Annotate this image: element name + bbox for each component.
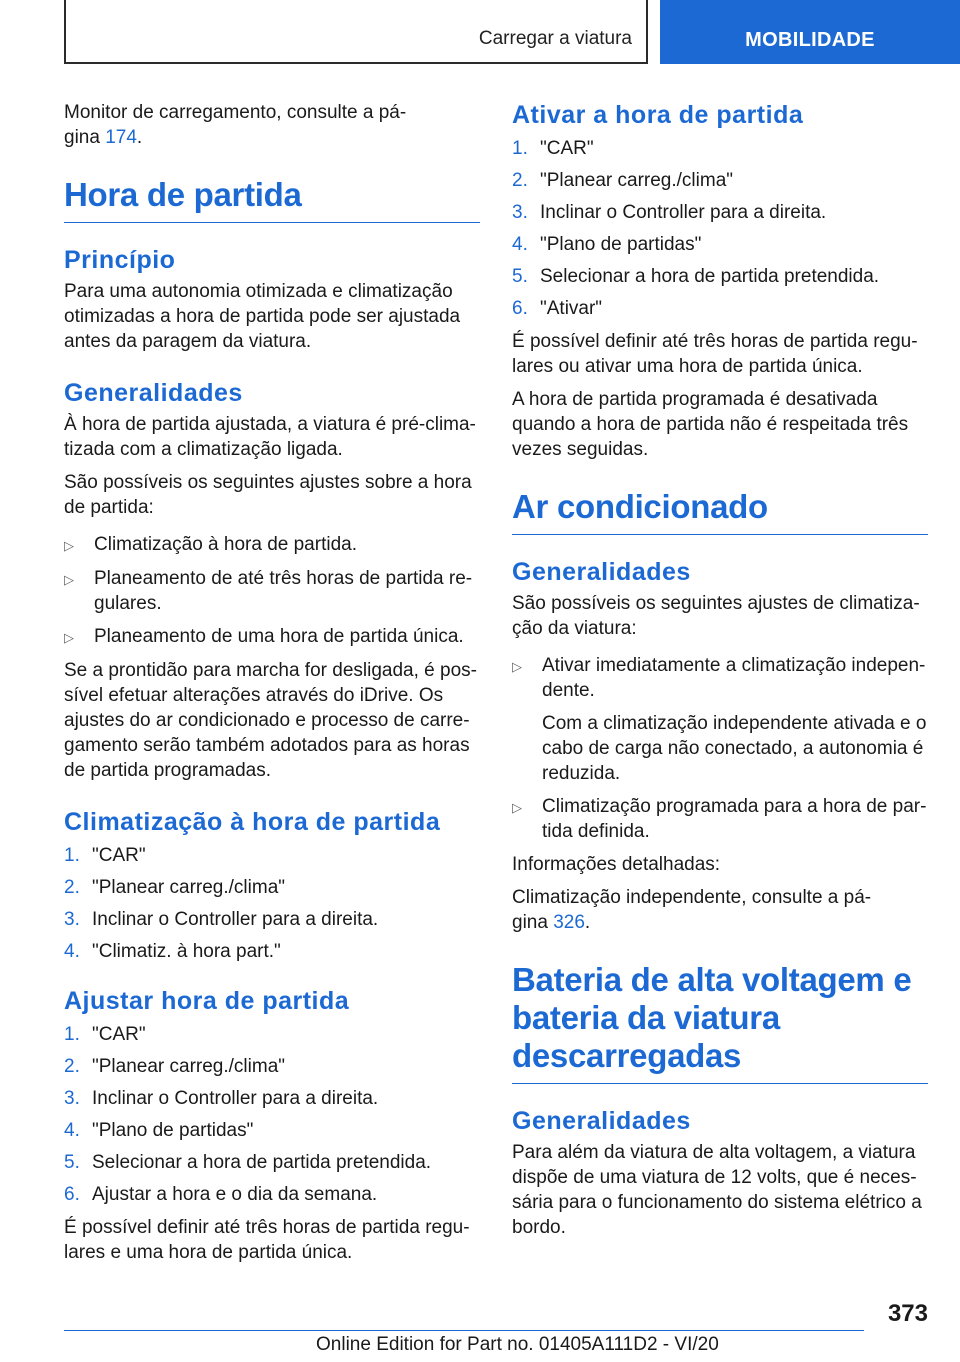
step-item: 3. Inclinar o Controller para a direita. [512, 202, 827, 223]
triangle-bullet-icon: ▷ [64, 630, 74, 645]
heading-principio: Princípio [64, 246, 176, 274]
page-link-174[interactable]: 174 [105, 127, 137, 148]
step-item: 2. "Planear carreg./clima" [64, 1056, 286, 1077]
section-title-hora-partida: Hora de partida [64, 176, 480, 223]
step-item: 1. "CAR" [64, 1024, 146, 1045]
heading-bateria-generalidades: Generalidades [512, 1107, 691, 1135]
heading-ar-generalidades: Generalidades [512, 558, 691, 586]
list-item: ▷ Climatização programada para a hora de par-tida definida. [512, 796, 927, 842]
step-item: 5. Selecionar a hora de partida pretendida. [64, 1152, 432, 1173]
ativar-p1: É possível definir até três horas de partida regu-lares ou ativar uma hora de partida única. [512, 331, 918, 377]
step-item: 4. "Plano de partidas" [512, 234, 702, 255]
page-number: 373 [887, 1300, 928, 1327]
left-column [64, 100, 480, 1273]
principio-text: Para uma autonomia otimizada e climatização otimizadas a hora de partida pode ser ajustada antes da paragem da viatura. [64, 281, 461, 352]
intro-paragraph [64, 100, 424, 150]
step-item: 2. "Planear carreg./clima" [512, 170, 734, 191]
ativar-p2: A hora de partida programada é desativada quando a hora de partida não é respeitada três vezes seguidas. [512, 389, 909, 460]
list-item-note: Com a climatização independente ativada e o cabo de carga não conectado, a autonomia é reduzida. [542, 713, 927, 784]
section-title-bateria: Bateria de alta voltagem e bateria da viatura descarregadas [512, 961, 928, 1084]
page-link-326[interactable]: 326 [553, 912, 585, 933]
step-item: 6. "Ativar" [512, 298, 603, 319]
intro-text: Monitor de carregamento, consulte a pá-gina [64, 102, 407, 148]
header-frame [64, 0, 648, 64]
list-item: ▷ Planeamento de até três horas de partida re-gulares. [64, 568, 473, 614]
heading-generalidades: Generalidades [64, 379, 243, 407]
chapter-tab[interactable]: MOBILIDADE [660, 0, 960, 64]
bateria-p1: Para além da viatura de alta voltagem, a viatura dispõe de uma viatura de 12 volts, que é neces-sária para o funcionamento do sistema elétrico a bordo. [512, 1142, 922, 1238]
generalidades-p2: São possíveis os seguintes ajustes sobre a hora de partida: [64, 472, 472, 518]
list-item: ▷ Planeamento de uma hora de partida única. [64, 624, 480, 650]
step-item: 5. Selecionar a hora de partida pretendida. [512, 266, 880, 287]
step-item: 3. Inclinar o Controller para a direita. [64, 909, 379, 930]
generalidades-p1: À hora de partida ajustada, a viatura é pré-clima-tizada com a climatização ligada. [64, 414, 476, 460]
step-item: 3. Inclinar o Controller para a direita. [64, 1088, 379, 1109]
step-item: 1. "CAR" [512, 138, 594, 159]
generalidades-p3: Se a prontidão para marcha for desligada, é pos-sível efetuar alterações através do iDrive. Os ajustes do ar condicionado e processo de carre-gamento serão também adotados para as horas de partida programadas. [64, 660, 477, 781]
footer-divider [64, 1330, 864, 1331]
triangle-bullet-icon: ▷ [512, 800, 522, 815]
ativar-steps [512, 136, 928, 321]
ar-bullets [512, 653, 928, 844]
step-item: 1. "CAR" [64, 845, 146, 866]
ajustar-steps [64, 1022, 480, 1207]
ar-p1: São possíveis os seguintes ajustes de climatiza-ção da viatura: [512, 593, 920, 639]
footer-edition: Online Edition for Part no. 01405A111D2 - VI/20 [316, 1334, 719, 1355]
triangle-bullet-icon: ▷ [64, 538, 74, 553]
triangle-bullet-icon: ▷ [512, 659, 522, 674]
list-item: ▷ Ativar imediatamente a climatização indepen-dente. Com a climatização independente ativada e o cabo de carga não conectado, a autonomia é reduzida. [512, 655, 927, 784]
page-header [0, 0, 960, 66]
triangle-bullet-icon: ▷ [64, 572, 74, 587]
ar-info: Informações detalhadas: [512, 854, 721, 875]
ar-ref: Climatização independente, consulte a pá-gina 326. [512, 887, 872, 933]
ajustar-note: É possível definir até três horas de partida regu-lares e uma hora de partida única. [64, 1217, 470, 1263]
climatizacao-steps [64, 843, 480, 964]
step-item: 4. "Plano de partidas" [64, 1120, 254, 1141]
right-column [512, 100, 928, 1248]
heading-ajustar: Ajustar hora de partida [64, 987, 350, 1015]
heading-climatizacao: Climatização à hora de partida [64, 808, 441, 836]
list-item: ▷ Climatização à hora de partida. [64, 532, 480, 558]
step-item: 2. "Planear carreg./clima" [64, 877, 286, 898]
step-item: 4. "Climatiz. à hora part." [64, 941, 281, 962]
heading-ativar: Ativar a hora de partida [512, 101, 804, 129]
intro-end: . [136, 127, 143, 148]
generalidades-bullets [64, 532, 480, 650]
section-title: Carregar a viatura [478, 28, 632, 49]
section-title-ar-condicionado: Ar condicionado [512, 488, 928, 535]
step-item: 6. Ajustar a hora e o dia da semana. [64, 1184, 378, 1205]
